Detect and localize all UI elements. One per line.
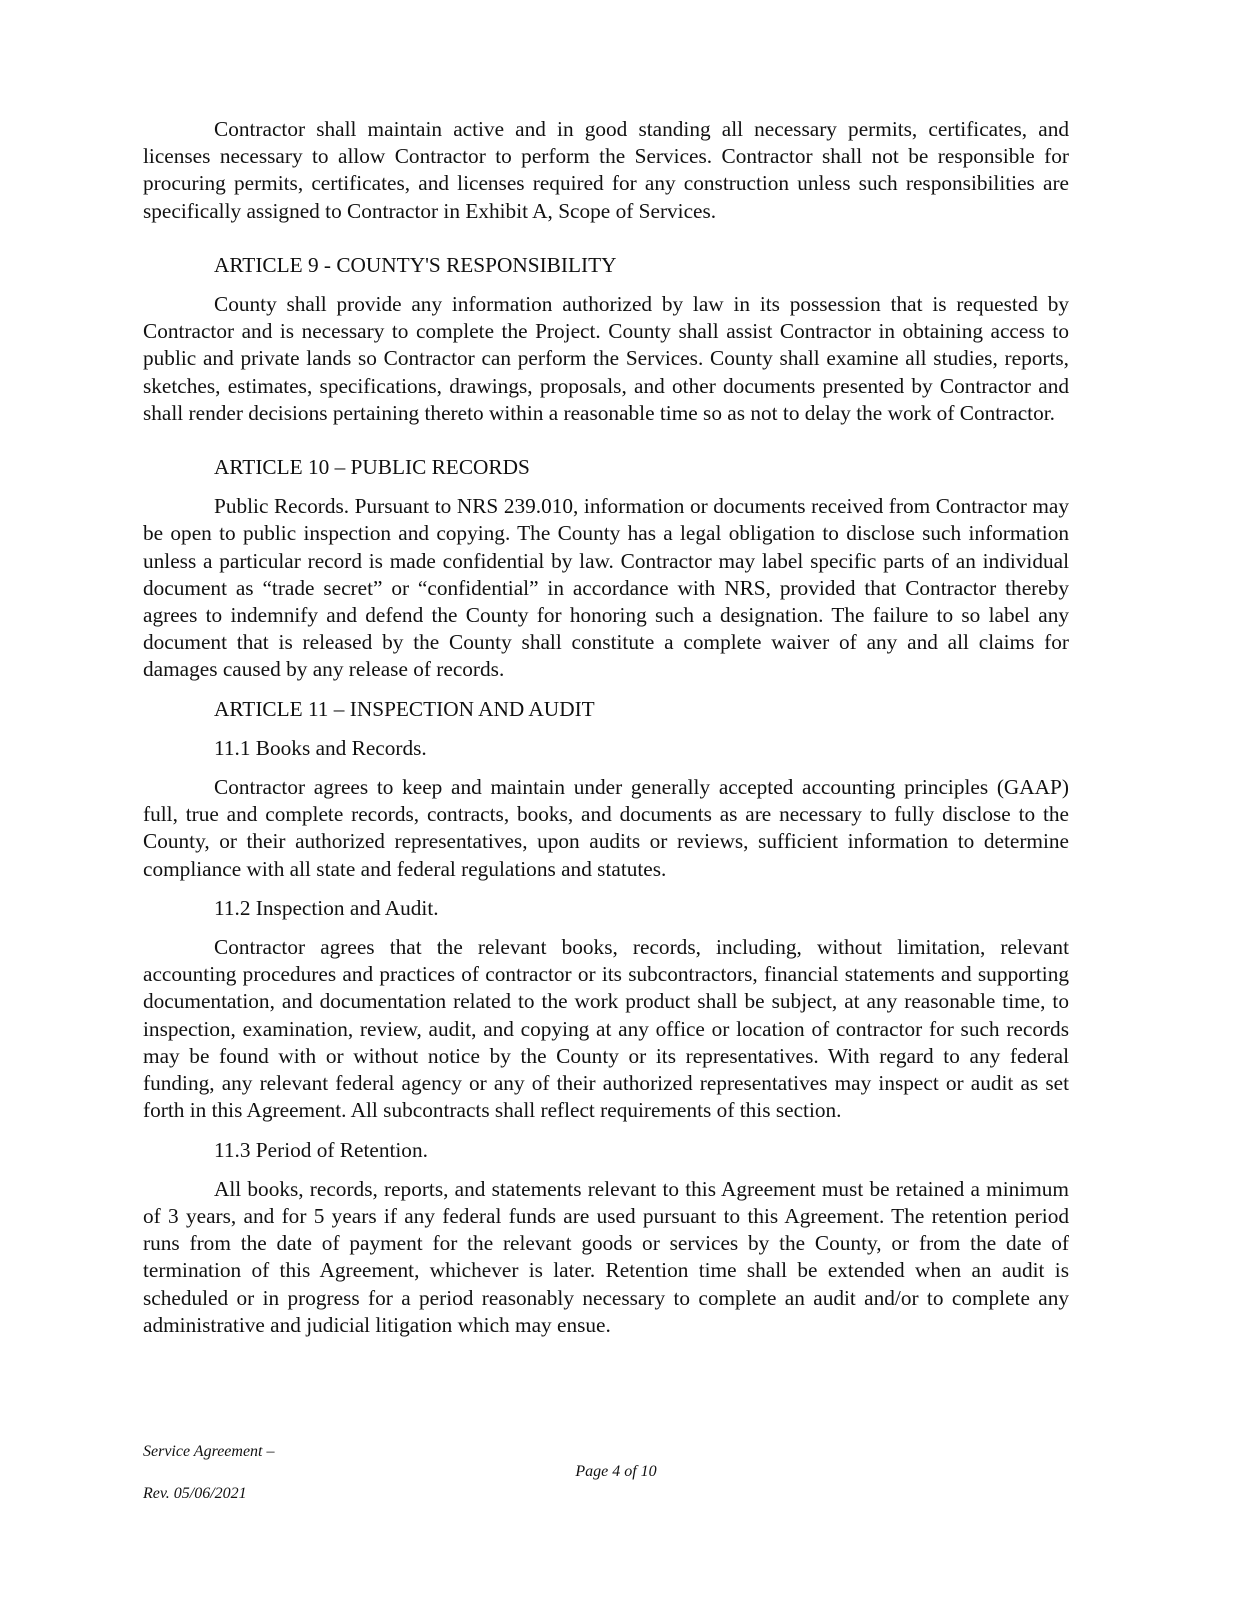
paragraph-permits: Contractor shall maintain active and in good standing all necessary permits, certificates, and licenses necessary to allow Contractor to perform the Services. Contractor shall not be responsible for procuring permits, certificates, and licenses required for any construction unless such responsibilities are specifically assigned to Contractor in Exhibit A, Scope of Services. (143, 117, 1069, 223)
paragraph-inspection-audit: Contractor agrees that the relevant books, records, including, without limitation, relevant accounting procedures and practices of contractor or its subcontractors, financial statements and supporting documentation, and documentation related to the work product shall be subject, at any reasonable time, to inspection, examination, review, audit, and copying at any office or location of contractor for such records may be found with or without notice by the County or its representatives. With regard to any federal funding, any relevant federal agency or any of their authorized representatives may inspect or audit as set forth in this Agreement. All subcontracts shall reflect requirements of this section. (143, 935, 1069, 1123)
paragraph-county-responsibility: County shall provide any information authorized by law in its possession that is requested by Contractor and is necessary to complete the Project. County shall assist Contractor in obtaining access to public and private lands so Contractor can perform the Services. County shall examine all studies, reports, sketches, estimates, specifications, drawings, proposals, and other documents presented by Contractor and shall render decisions pertaining thereto within a reasonable time so as not to delay the work of Contractor. (143, 292, 1069, 425)
heading-11-3: 11.3 Period of Retention. (214, 1137, 428, 1162)
heading-article-11: ARTICLE 11 – INSPECTION AND AUDIT (214, 696, 595, 721)
paragraph-retention: All books, records, reports, and statements relevant to this Agreement must be retained a minimum of 3 years, and for 5 years if any federal funds are used pursuant to this Agreement. The retention period runs from the date of payment for the relevant goods or services by the County, or from the date of termination of this Agreement, whichever is later. Retention time shall be extended when an audit is scheduled or in progress for a period reasonably necessary to complete an audit and/or to complete any administrative and judicial litigation which may ensue. (143, 1176, 1069, 1337)
paragraph-books-records: Contractor agrees to keep and maintain under generally accepted accounting principles (GAAP) full, true and complete records, contracts, books, and documents as are necessary to fully disclose to the County, or their authorized representatives, upon audits or reviews, sufficient information to determine compliance with all state and federal regulations and statutes. (143, 775, 1069, 881)
footer-doc-title: Service Agreement – (143, 1443, 275, 1460)
heading-article-10: ARTICLE 10 – PUBLIC RECORDS (214, 455, 530, 480)
document-body (143, 116, 1069, 1339)
footer-page-number: Page 4 of 10 (575, 1463, 657, 1480)
heading-11-2: 11.2 Inspection and Audit. (214, 895, 439, 920)
heading-article-9: ARTICLE 9 - COUNTY'S RESPONSIBILITY (214, 252, 617, 277)
paragraph-public-records: Public Records. Pursuant to NRS 239.010, information or documents received from Contractor may be open to public inspection and copying. The County has a legal obligation to disclose such information unless a particular record is made confidential by law. Contractor may label specific parts of an individual document as “trade secret” or “confidential” in accordance with NRS, provided that Contractor thereby agrees to indemnify and defend the County for honoring such a designation. The failure to so label any document that is released by the County shall constitute a complete waiver of any and all claims for damages caused by any release of records. (143, 494, 1069, 682)
heading-11-1: 11.1 Books and Records. (214, 735, 427, 760)
footer-revision: Rev. 05/06/2021 (143, 1485, 247, 1502)
